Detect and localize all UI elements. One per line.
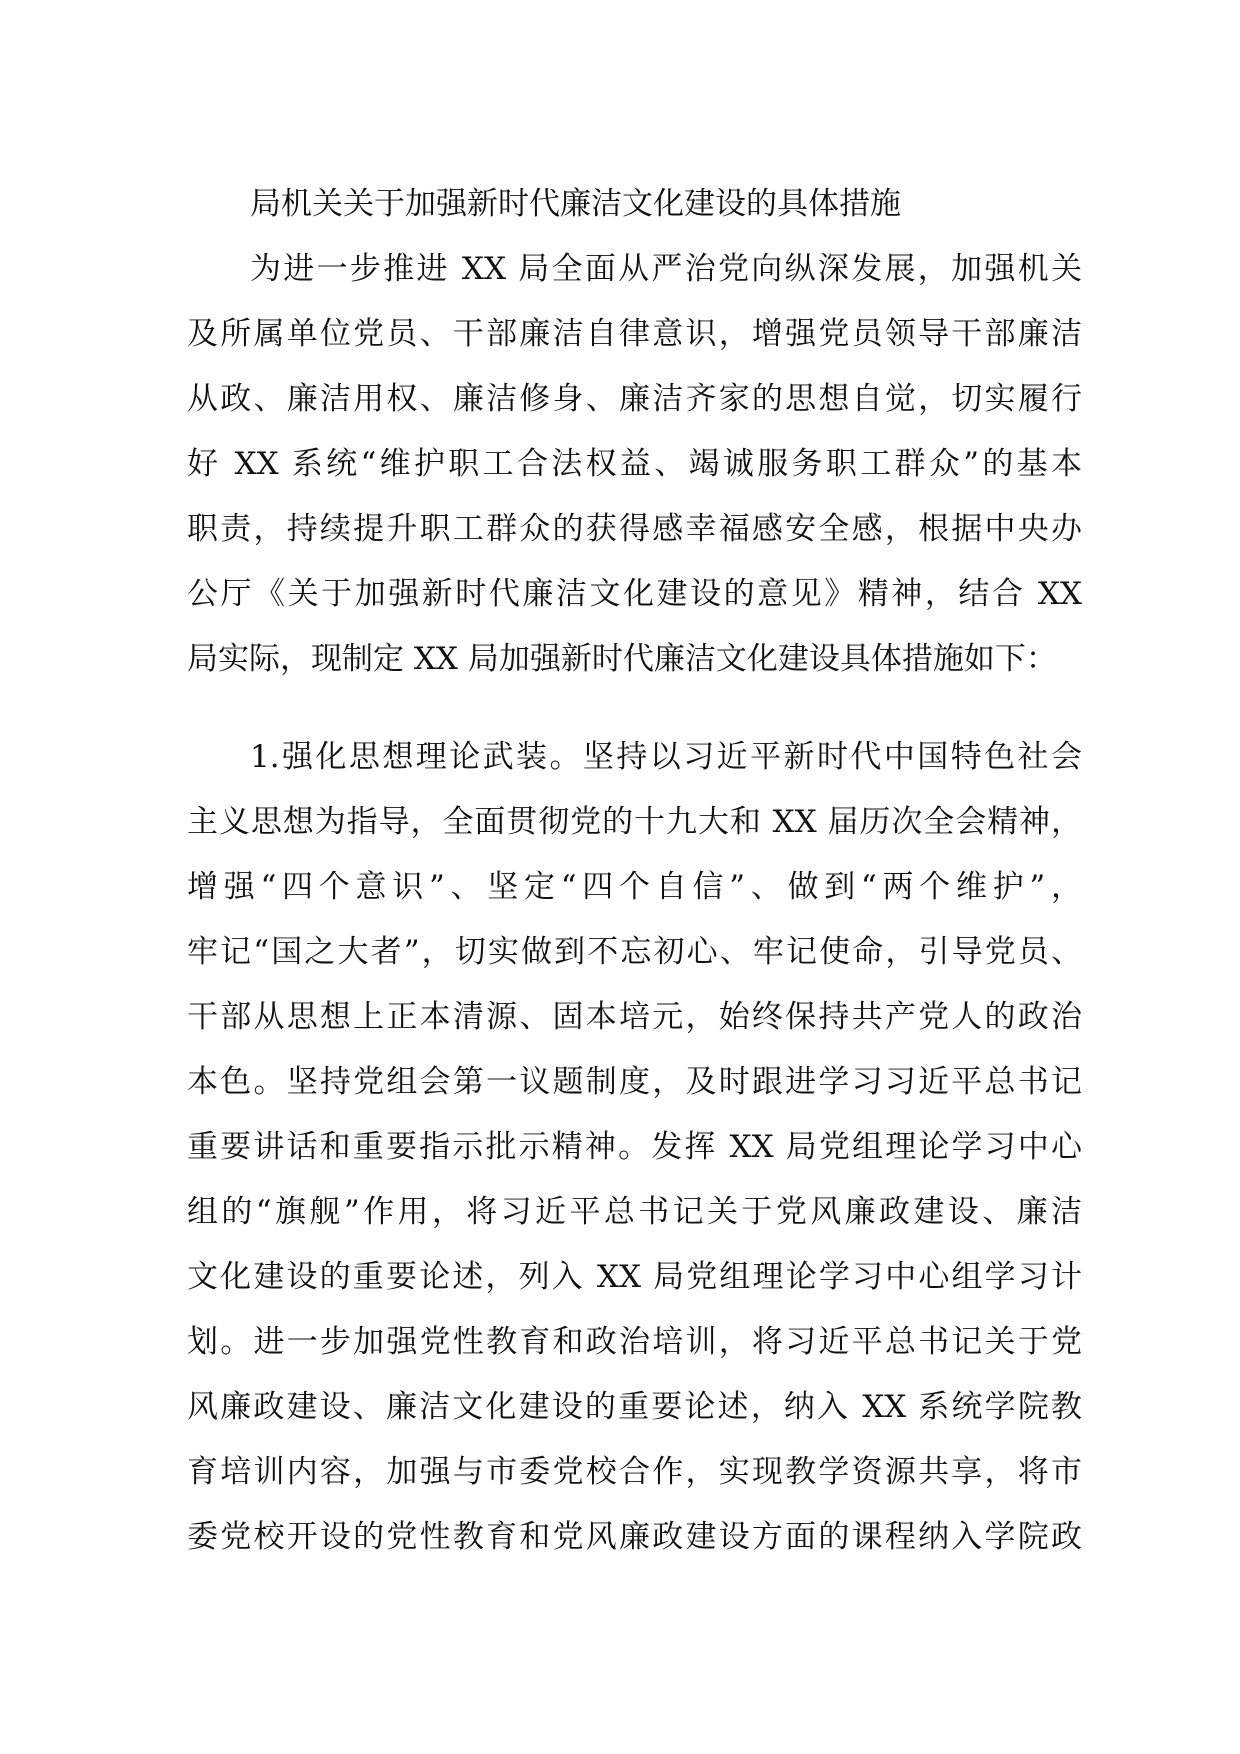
section1-line: 本色。坚持党组会第一议题制度，及时跟进学习习近平总书记 (187, 1064, 1082, 1100)
section1-line: 1.强化思想理论武装。坚持以习近平新时代中国特色社会 (250, 739, 1082, 775)
section1-line: 划。进一步加强党性教育和政治培训，将习近平总书记关于党 (187, 1324, 1082, 1360)
intro-line: 职责，持续提升职工群众的获得感幸福感安全感，根据中央办 (187, 511, 1082, 547)
section1-line: 主义思想为指导，全面贯彻党的十九大和 XX 届历次全会精神， (187, 804, 1082, 840)
intro-line: 及所属单位党员、干部廉洁自律意识，增强党员领导干部廉洁 (187, 316, 1082, 352)
intro-line: 从政、廉洁用权、廉洁修身、廉洁齐家的思想自觉，切实履行 (187, 381, 1082, 417)
section1-line: 文化建设的重要论述，列入 XX 局党组理论学习中心组学习计 (187, 1259, 1082, 1295)
document-title: 局机关关于加强新时代廉洁文化建设的具体措施 (250, 186, 901, 222)
section1-line: 干部从思想上正本清源、固本培元，始终保持共产党人的政治 (187, 999, 1082, 1035)
paragraph-gap (187, 692, 1082, 725)
document-body (187, 172, 1082, 1570)
section1-line: 增强“四个意识”、坚定“四个自信”、做到“两个维护”， (187, 869, 1082, 905)
section1-line: 牢记“国之大者”，切实做到不忘初心、牢记使命，引导党员、 (187, 934, 1082, 970)
intro-line: 好 XX 系统“维护职工合法权益、竭诚服务职工群众”的基本 (187, 446, 1082, 482)
intro-line: 公厅《关于加强新时代廉洁文化建设的意见》精神，结合 XX (187, 576, 1082, 612)
intro-line: 局实际，现制定 XX 局加强新时代廉洁文化建设具体措施如下： (187, 641, 1057, 677)
section1-line: 重要讲话和重要指示批示精神。发挥 XX 局党组理论学习中心 (187, 1129, 1082, 1165)
section1-line: 风廉政建设、廉洁文化建设的重要论述，纳入 XX 系统学院教 (187, 1389, 1082, 1425)
intro-line: 为进一步推进 XX 局全面从严治党向纵深发展，加强机关 (250, 251, 1082, 287)
section1-line: 委党校开设的党性教育和党风廉政建设方面的课程纳入学院政 (187, 1519, 1082, 1555)
section1-line: 育培训内容，加强与市委党校合作，实现教学资源共享，将市 (187, 1454, 1082, 1490)
section1-line: 组的“旗舰”作用，将习近平总书记关于党风廉政建设、廉洁 (187, 1194, 1082, 1230)
